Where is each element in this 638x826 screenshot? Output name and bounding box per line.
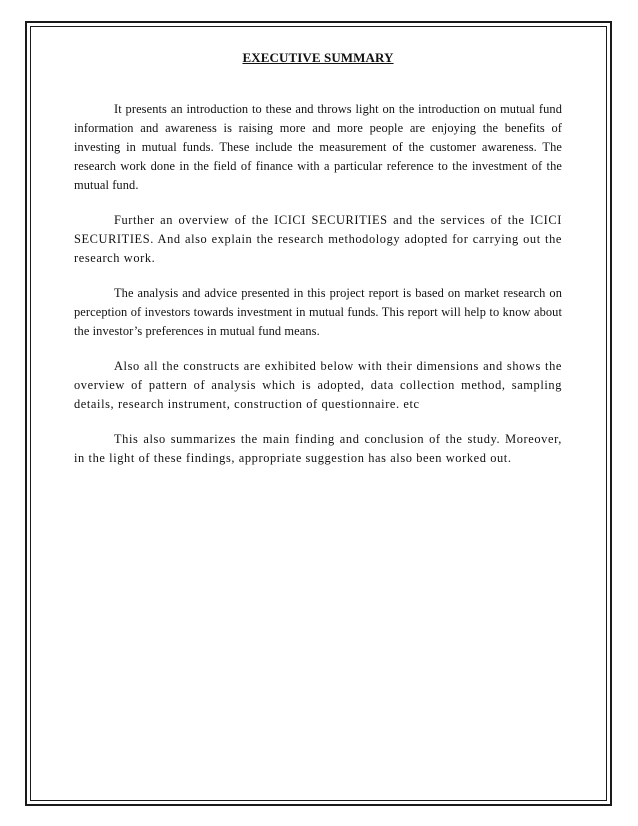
document-body: [74, 50, 562, 484]
paragraph-introduction: It presents an introduction to these and throws light on the introduction on mutual fund information and awareness is raising more and more people are enjoying the benefits of investing in mutual funds. These include the measurement of the customer awareness. The research work done in the field of finance with a particular reference to the investment of the mutual fund.: [74, 102, 562, 192]
paragraph-constructs: Also all the constructs are exhibited below with their dimensions and shows the overview of pattern of analysis which is adopted, data collection method, sampling details, research instrument, construction of questionnaire. etc: [74, 359, 562, 411]
page-title: EXECUTIVE SUMMARY: [242, 50, 394, 65]
paragraph-analysis: The analysis and advice presented in this project report is based on market research on perception of investors towards investment in mutual funds. This report will help to know about the investor’s preferences in mutual fund means.: [74, 286, 562, 338]
paragraph-overview: Further an overview of the ICICI SECURITIES and the services of the ICICI SECURITIES. And also explain the research methodology adopted for carrying out the research work.: [74, 213, 562, 265]
paragraph-summary: This also summarizes the main finding and conclusion of the study. Moreover, in the light of these findings, appropriate suggestion has also been worked out.: [74, 432, 562, 465]
